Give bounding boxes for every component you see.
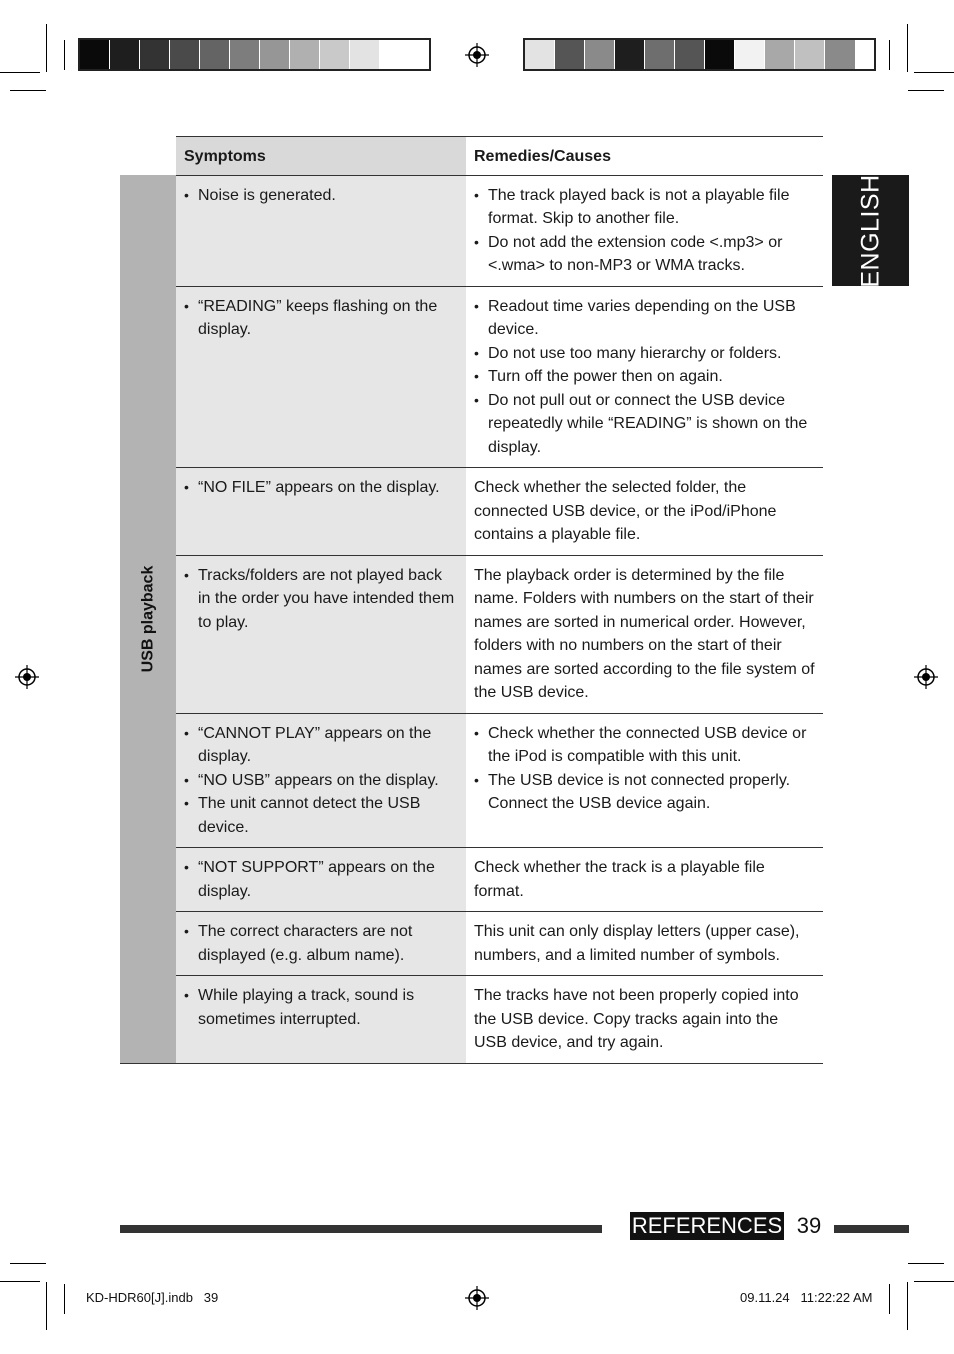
symptom-list bbox=[184, 984, 458, 1031]
table-row bbox=[120, 912, 823, 976]
remedy-item: • Do not pull out or connect the USB device repeatedly while “READING” is shown on the display. bbox=[474, 389, 815, 460]
crop-mark bbox=[908, 1263, 944, 1264]
symptom-item: • Tracks/folders are not played back in the order you have intended them to play. bbox=[184, 564, 458, 635]
color-swatch bbox=[645, 40, 675, 69]
color-swatch bbox=[110, 40, 140, 69]
table-row bbox=[120, 713, 823, 848]
crop-mark bbox=[10, 90, 46, 91]
crop-mark bbox=[46, 1282, 47, 1330]
color-swatch bbox=[170, 40, 200, 69]
table-row bbox=[120, 555, 823, 713]
crop-mark bbox=[64, 1284, 65, 1314]
color-swatch bbox=[795, 40, 825, 69]
symptom-list bbox=[184, 722, 458, 840]
color-swatch bbox=[735, 40, 765, 69]
color-swatch bbox=[320, 40, 350, 69]
remedy-cell bbox=[466, 848, 823, 912]
color-swatch bbox=[525, 40, 555, 69]
symptom-item: • The correct characters are not displayed (e.g. album name). bbox=[184, 920, 458, 967]
remedy-list bbox=[474, 184, 815, 278]
color-swatch bbox=[80, 40, 110, 69]
color-swatch bbox=[290, 40, 320, 69]
symptom-list bbox=[184, 476, 458, 500]
remedy-item: • Do not add the extension code <.mp3> or <.wma> to non-MP3 or WMA tracks. bbox=[474, 231, 815, 278]
symptom-item: • “NOT SUPPORT” appears on the display. bbox=[184, 856, 458, 903]
symptom-cell bbox=[176, 713, 466, 848]
symptom-cell bbox=[176, 286, 466, 468]
symptom-item: • While playing a track, sound is sometimes interrupted. bbox=[184, 984, 458, 1031]
color-swatch bbox=[675, 40, 705, 69]
remedy-item: • Readout time varies depending on the USB device. bbox=[474, 295, 815, 342]
color-calibration-bar-right bbox=[523, 38, 876, 71]
registration-mark-icon bbox=[465, 1286, 489, 1310]
symptom-cell bbox=[176, 555, 466, 713]
color-swatch bbox=[555, 40, 585, 69]
crop-mark bbox=[0, 72, 40, 73]
remedy-cell bbox=[466, 713, 823, 848]
crop-mark bbox=[46, 24, 47, 72]
table-row bbox=[120, 976, 823, 1064]
registration-mark-icon bbox=[465, 43, 489, 67]
color-swatch bbox=[765, 40, 795, 69]
symptom-cell bbox=[176, 848, 466, 912]
header-remedies: Remedies/Causes bbox=[466, 137, 823, 176]
crop-mark bbox=[889, 40, 890, 70]
color-swatch bbox=[260, 40, 290, 69]
language-tab bbox=[832, 175, 909, 286]
symptom-item: • “READING” keeps flashing on the display. bbox=[184, 295, 458, 342]
table-header-row bbox=[120, 137, 823, 176]
color-swatch bbox=[200, 40, 230, 69]
color-swatch bbox=[585, 40, 615, 69]
symptom-item: • “CANNOT PLAY” appears on the display. bbox=[184, 722, 458, 769]
remedy-text: The tracks have not been properly copied into the USB device. Copy tracks again into the USB device, and try again. bbox=[474, 987, 799, 1051]
color-calibration-bar-left bbox=[78, 38, 431, 71]
symptom-item: • “NO USB” appears on the display. bbox=[184, 769, 458, 793]
symptom-list bbox=[184, 564, 458, 635]
category-label: USB playback bbox=[139, 565, 157, 673]
remedy-item: • Do not use too many hierarchy or folders. bbox=[474, 342, 815, 366]
symptom-item: • The unit cannot detect the USB device. bbox=[184, 792, 458, 839]
table-row bbox=[120, 468, 823, 556]
color-swatch bbox=[825, 40, 855, 69]
symptom-cell bbox=[176, 976, 466, 1064]
remedy-item: • The track played back is not a playable file format. Skip to another file. bbox=[474, 184, 815, 231]
crop-mark bbox=[908, 90, 944, 91]
table-row bbox=[120, 175, 823, 286]
troubleshooting-table bbox=[120, 136, 823, 1064]
crop-mark bbox=[907, 1282, 908, 1330]
table-row bbox=[120, 286, 823, 468]
header-symptoms: Symptoms bbox=[176, 137, 466, 176]
symptom-list bbox=[184, 920, 458, 967]
color-swatch bbox=[230, 40, 260, 69]
color-swatch bbox=[705, 40, 735, 69]
remedy-text: Check whether the selected folder, the connected USB device, or the iPod/iPhone contains a playable file. bbox=[474, 479, 777, 543]
symptom-item: • “NO FILE” appears on the display. bbox=[184, 476, 458, 500]
remedy-cell bbox=[466, 286, 823, 468]
category-cell bbox=[120, 175, 176, 1063]
crop-mark bbox=[914, 1281, 954, 1282]
remedy-cell bbox=[466, 912, 823, 976]
color-swatch bbox=[350, 40, 380, 69]
crop-mark bbox=[914, 72, 954, 73]
crop-mark bbox=[889, 1284, 890, 1314]
symptom-item: • Noise is generated. bbox=[184, 184, 458, 208]
crop-mark bbox=[0, 1281, 40, 1282]
footer-rule-left bbox=[120, 1225, 602, 1233]
header-blank bbox=[120, 137, 176, 176]
remedy-cell bbox=[466, 555, 823, 713]
section-label: REFERENCES bbox=[631, 1213, 783, 1238]
symptom-list bbox=[184, 184, 458, 208]
color-swatch bbox=[140, 40, 170, 69]
remedy-cell bbox=[466, 976, 823, 1064]
remedy-item: • Check whether the connected USB device or the iPod is compatible with this unit. bbox=[474, 722, 815, 769]
crop-mark bbox=[64, 40, 65, 70]
file-slug: KD-HDR60[J].indb 39 bbox=[86, 1290, 219, 1305]
remedy-cell bbox=[466, 468, 823, 556]
symptom-cell bbox=[176, 175, 466, 286]
language-tab-label: ENGLISH bbox=[856, 173, 884, 288]
remedy-item: • The USB device is not connected properly. Connect the USB device again. bbox=[474, 769, 815, 816]
page-number: 39 bbox=[796, 1213, 822, 1238]
remedy-cell bbox=[466, 175, 823, 286]
remedy-text: The playback order is determined by the file name. Folders with numbers on the start of their names are sorted in numerical order. However, folders with no numbers on the start of their names are sorted according to the file system of the USB device. bbox=[474, 566, 815, 701]
print-timestamp: 09.11.24 11:22:22 AM bbox=[740, 1290, 873, 1305]
symptom-list bbox=[184, 295, 458, 342]
crop-mark bbox=[907, 24, 908, 72]
remedy-item: • Turn off the power then on again. bbox=[474, 365, 815, 389]
registration-mark-icon bbox=[15, 665, 39, 689]
crop-mark bbox=[10, 1263, 46, 1264]
symptom-cell bbox=[176, 468, 466, 556]
remedy-text: This unit can only display letters (upper case), numbers, and a limited number of symbols. bbox=[474, 923, 800, 964]
symptom-list bbox=[184, 856, 458, 903]
registration-mark-icon bbox=[914, 665, 938, 689]
remedy-list bbox=[474, 295, 815, 460]
remedy-list bbox=[474, 722, 815, 816]
color-swatch bbox=[615, 40, 645, 69]
symptom-cell bbox=[176, 912, 466, 976]
table-row bbox=[120, 848, 823, 912]
color-swatch bbox=[380, 40, 410, 69]
footer-rule-right bbox=[834, 1225, 909, 1233]
remedy-text: Check whether the track is a playable file format. bbox=[474, 859, 765, 900]
